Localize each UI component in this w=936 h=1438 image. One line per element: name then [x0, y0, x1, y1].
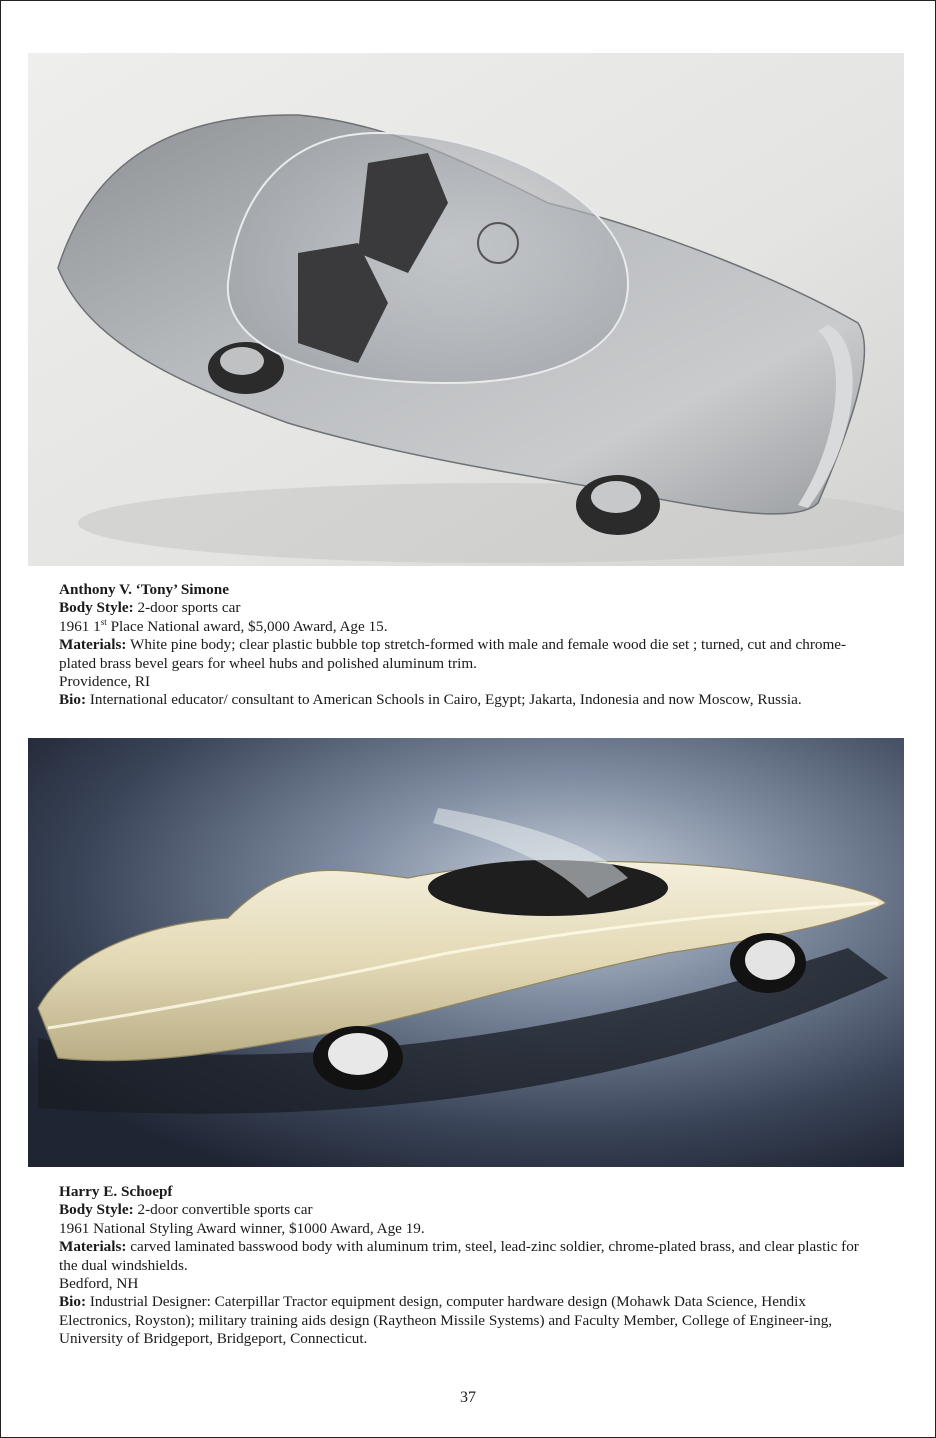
- location-line: Bedford, NH: [59, 1275, 139, 1293]
- materials-line: Materials: carved laminated basswood body with aluminum trim, steel, lead-zinc soldier, chrome-plated brass, and clear plastic for the dual windshields.: [59, 1238, 859, 1274]
- bio-line: Bio: Industrial Designer: Caterpillar Tractor equipment design, computer hardware design (Mohawk Data Science, Hendix Electronics, Royston); military training aids design (Raytheon Missile Systems) and Faculty Member, College of Engineer-ing, University of Bridgeport, Bridgeport, Connecticut.: [59, 1293, 833, 1348]
- entrant-name: Harry E. Schoepf: [59, 1183, 173, 1200]
- photo-silver-bubble-top-car: [28, 53, 904, 566]
- location-line: Providence, RI: [59, 673, 151, 691]
- body-style-line: Body Style: 2-door convertible sports car: [59, 1201, 313, 1219]
- caption-entry-2: [59, 1183, 879, 1349]
- materials-line: Materials: White pine body; clear plastic bubble top stretch-formed with male and female wood die set ; turned, cut and chrome-plated brass bevel gears for wheel hubs and polished aluminum trim.: [59, 636, 847, 672]
- bio-line: Bio: International educator/ consultant to American Schools in Cairo, Egypt; Jakarta, Indonesia and now Moscow, Russia.: [59, 691, 802, 709]
- award-line: 1961 National Styling Award winner, $1000 Award, Age 19.: [59, 1219, 425, 1237]
- page-number: 37: [460, 1389, 476, 1406]
- award-line: 1961 1st Place National award, $5,000 Award, Age 15.: [59, 616, 388, 635]
- caption-entry-1: [59, 581, 879, 710]
- entrant-name: Anthony V. ‘Tony’ Simone: [59, 581, 229, 598]
- photo-cream-convertible-car: [28, 738, 904, 1167]
- body-style-line: Body Style: 2-door sports car: [59, 599, 241, 617]
